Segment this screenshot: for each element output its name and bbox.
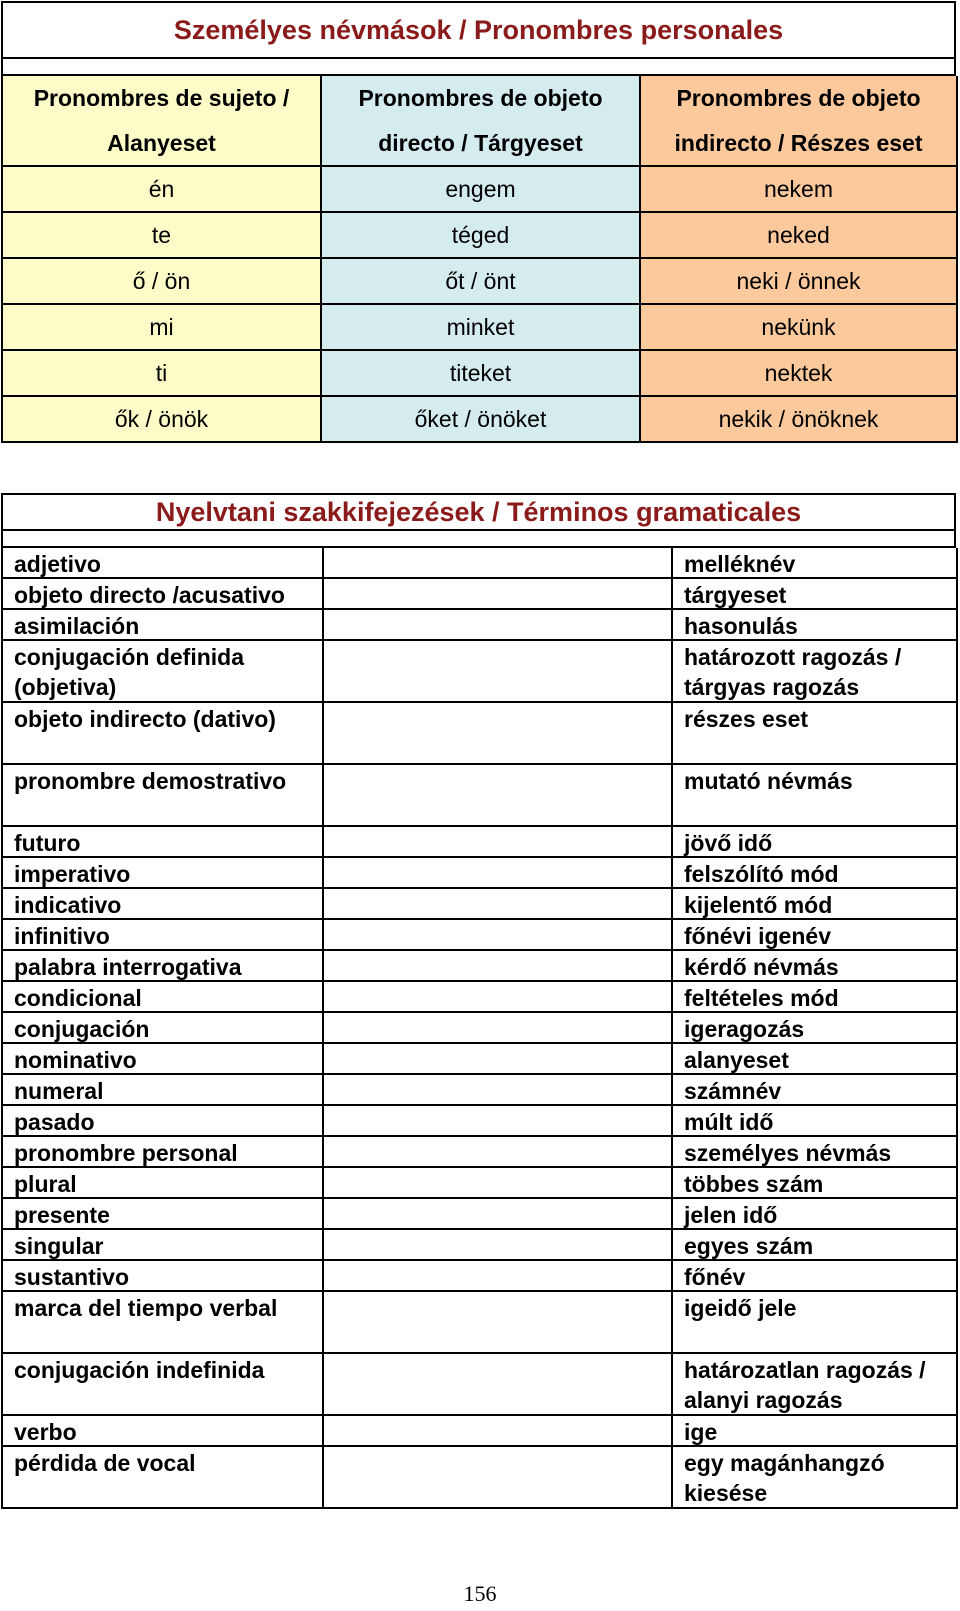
hungarian-term-cell: személyes névmás (673, 1137, 958, 1168)
spanish-term-cell: conjugación (3, 1013, 324, 1044)
spanish-term-cell: futuro (3, 827, 324, 858)
grammar-terms-rows (1, 546, 956, 1509)
empty-cell (324, 1075, 673, 1106)
spanish-term-cell: conjugación indefinida (3, 1354, 324, 1416)
hungarian-term-cell: egy magánhangzó kiesése (673, 1447, 958, 1509)
direct-object-cell: minket (322, 305, 641, 351)
indirect-object-cell: nektek (641, 351, 958, 397)
hungarian-term-cell: alanyeset (673, 1044, 958, 1075)
table-row (3, 1013, 956, 1044)
hungarian-term-cell: kérdő névmás (673, 951, 958, 982)
spanish-term-cell: plural (3, 1168, 324, 1199)
personal-pronouns-table (1, 1, 956, 443)
grammar-terms-table (1, 493, 956, 1509)
table-row (3, 1292, 956, 1354)
direct-object-cell: titeket (322, 351, 641, 397)
table-row (3, 765, 956, 827)
spanish-term-cell: imperativo (3, 858, 324, 889)
spanish-term-cell: verbo (3, 1416, 324, 1447)
indirect-object-cell: neked (641, 213, 958, 259)
header-subject: Pronombres de sujeto / Alanyeset (3, 76, 322, 167)
table-row (3, 951, 956, 982)
indirect-object-cell: nekik / önöknek (641, 397, 958, 443)
empty-cell (324, 1261, 673, 1292)
spanish-term-cell: indicativo (3, 889, 324, 920)
hungarian-term-cell: hasonulás (673, 610, 958, 641)
table-row (3, 1168, 956, 1199)
hungarian-term-cell: határozatlan ragozás / alanyi ragozás (673, 1354, 958, 1416)
empty-cell (324, 1354, 673, 1416)
table-row (3, 703, 956, 765)
spanish-term-cell: singular (3, 1230, 324, 1261)
direct-object-cell: őt / önt (322, 259, 641, 305)
subject-cell: én (3, 167, 322, 213)
hungarian-term-cell: főnévi igenév (673, 920, 958, 951)
empty-cell (324, 765, 673, 827)
empty-cell (324, 982, 673, 1013)
empty-cell (324, 641, 673, 703)
hungarian-term-cell: tárgyeset (673, 579, 958, 610)
empty-cell (324, 1168, 673, 1199)
table-row (3, 1416, 956, 1447)
hungarian-term-cell: melléknév (673, 548, 958, 579)
spanish-term-cell: nominativo (3, 1044, 324, 1075)
hungarian-term-cell: egyes szám (673, 1230, 958, 1261)
personal-pronouns-grid (1, 74, 956, 443)
hungarian-term-cell: felszólító mód (673, 858, 958, 889)
page-number: 156 (463, 1581, 497, 1606)
spanish-term-cell: condicional (3, 982, 324, 1013)
empty-cell (324, 951, 673, 982)
spanish-term-cell: pronombre demostrativo (3, 765, 324, 827)
spanish-term-cell: marca del tiempo verbal (3, 1292, 324, 1354)
empty-cell (324, 858, 673, 889)
table-row (3, 858, 956, 889)
hungarian-term-cell: számnév (673, 1075, 958, 1106)
empty-cell (324, 703, 673, 765)
indirect-object-cell: nekünk (641, 305, 958, 351)
empty-cell (324, 1106, 673, 1137)
table-spacer-row (1, 529, 956, 546)
hungarian-term-cell: múlt idő (673, 1106, 958, 1137)
empty-cell (324, 1137, 673, 1168)
spanish-term-cell: pronombre personal (3, 1137, 324, 1168)
grammar-terms-title: Nyelvtani szakkifejezések / Términos gramaticales (1, 493, 956, 529)
hungarian-term-cell: igeidő jele (673, 1292, 958, 1354)
table-row (3, 889, 956, 920)
table-row (3, 1044, 956, 1075)
hungarian-term-cell: jelen idő (673, 1199, 958, 1230)
header-indirect-object: Pronombres de objeto indirecto / Részes eset (641, 76, 958, 167)
hungarian-term-cell: kijelentő mód (673, 889, 958, 920)
empty-cell (324, 1013, 673, 1044)
hungarian-term-cell: részes eset (673, 703, 958, 765)
empty-cell (324, 1230, 673, 1261)
spanish-term-cell: presente (3, 1199, 324, 1230)
spanish-term-cell: conjugación definida (objetiva) (3, 641, 324, 703)
table-spacer-row (1, 57, 956, 74)
hungarian-term-cell: jövő idő (673, 827, 958, 858)
hungarian-term-cell: igeragozás (673, 1013, 958, 1044)
hungarian-term-cell: főnév (673, 1261, 958, 1292)
hungarian-term-cell: határozott ragozás / tárgyas ragozás (673, 641, 958, 703)
subject-cell: ti (3, 351, 322, 397)
spanish-term-cell: pasado (3, 1106, 324, 1137)
hungarian-term-cell: többes szám (673, 1168, 958, 1199)
hungarian-term-cell: feltételes mód (673, 982, 958, 1013)
spanish-term-cell: infinitivo (3, 920, 324, 951)
spanish-term-cell: numeral (3, 1075, 324, 1106)
table-row (3, 1261, 956, 1292)
direct-object-cell: engem (322, 167, 641, 213)
spanish-term-cell: objeto indirecto (dativo) (3, 703, 324, 765)
empty-cell (324, 1292, 673, 1354)
table-row (3, 1199, 956, 1230)
empty-cell (324, 1199, 673, 1230)
table-row (3, 982, 956, 1013)
table-row (3, 920, 956, 951)
table-row (3, 548, 956, 579)
hungarian-term-cell: mutató névmás (673, 765, 958, 827)
table-row (3, 1354, 956, 1416)
table-row (3, 1137, 956, 1168)
empty-cell (324, 1447, 673, 1509)
direct-object-cell: téged (322, 213, 641, 259)
indirect-object-cell: neki / önnek (641, 259, 958, 305)
spanish-term-cell: objeto directo /acusativo (3, 579, 324, 610)
table-row (3, 1447, 956, 1509)
empty-cell (324, 827, 673, 858)
spanish-term-cell: adjetivo (3, 548, 324, 579)
subject-cell: ő / ön (3, 259, 322, 305)
hungarian-term-cell: ige (673, 1416, 958, 1447)
table-row (3, 610, 956, 641)
empty-cell (324, 579, 673, 610)
empty-cell (324, 889, 673, 920)
empty-cell (324, 1416, 673, 1447)
table-row (3, 1075, 956, 1106)
empty-cell (324, 1044, 673, 1075)
indirect-object-cell: nekem (641, 167, 958, 213)
subject-cell: ők / önök (3, 397, 322, 443)
table-row (3, 641, 956, 703)
spanish-term-cell: sustantivo (3, 1261, 324, 1292)
subject-cell: mi (3, 305, 322, 351)
empty-cell (324, 920, 673, 951)
empty-cell (324, 548, 673, 579)
spanish-term-cell: asimilación (3, 610, 324, 641)
subject-cell: te (3, 213, 322, 259)
personal-pronouns-title: Személyes névmások / Pronombres personales (1, 1, 956, 57)
table-row (3, 827, 956, 858)
table-row (3, 1106, 956, 1137)
table-row (3, 579, 956, 610)
header-direct-object: Pronombres de objeto directo / Tárgyeset (322, 76, 641, 167)
table-row (3, 1230, 956, 1261)
spanish-term-cell: pérdida de vocal (3, 1447, 324, 1509)
direct-object-cell: őket / önöket (322, 397, 641, 443)
empty-cell (324, 610, 673, 641)
spanish-term-cell: palabra interrogativa (3, 951, 324, 982)
